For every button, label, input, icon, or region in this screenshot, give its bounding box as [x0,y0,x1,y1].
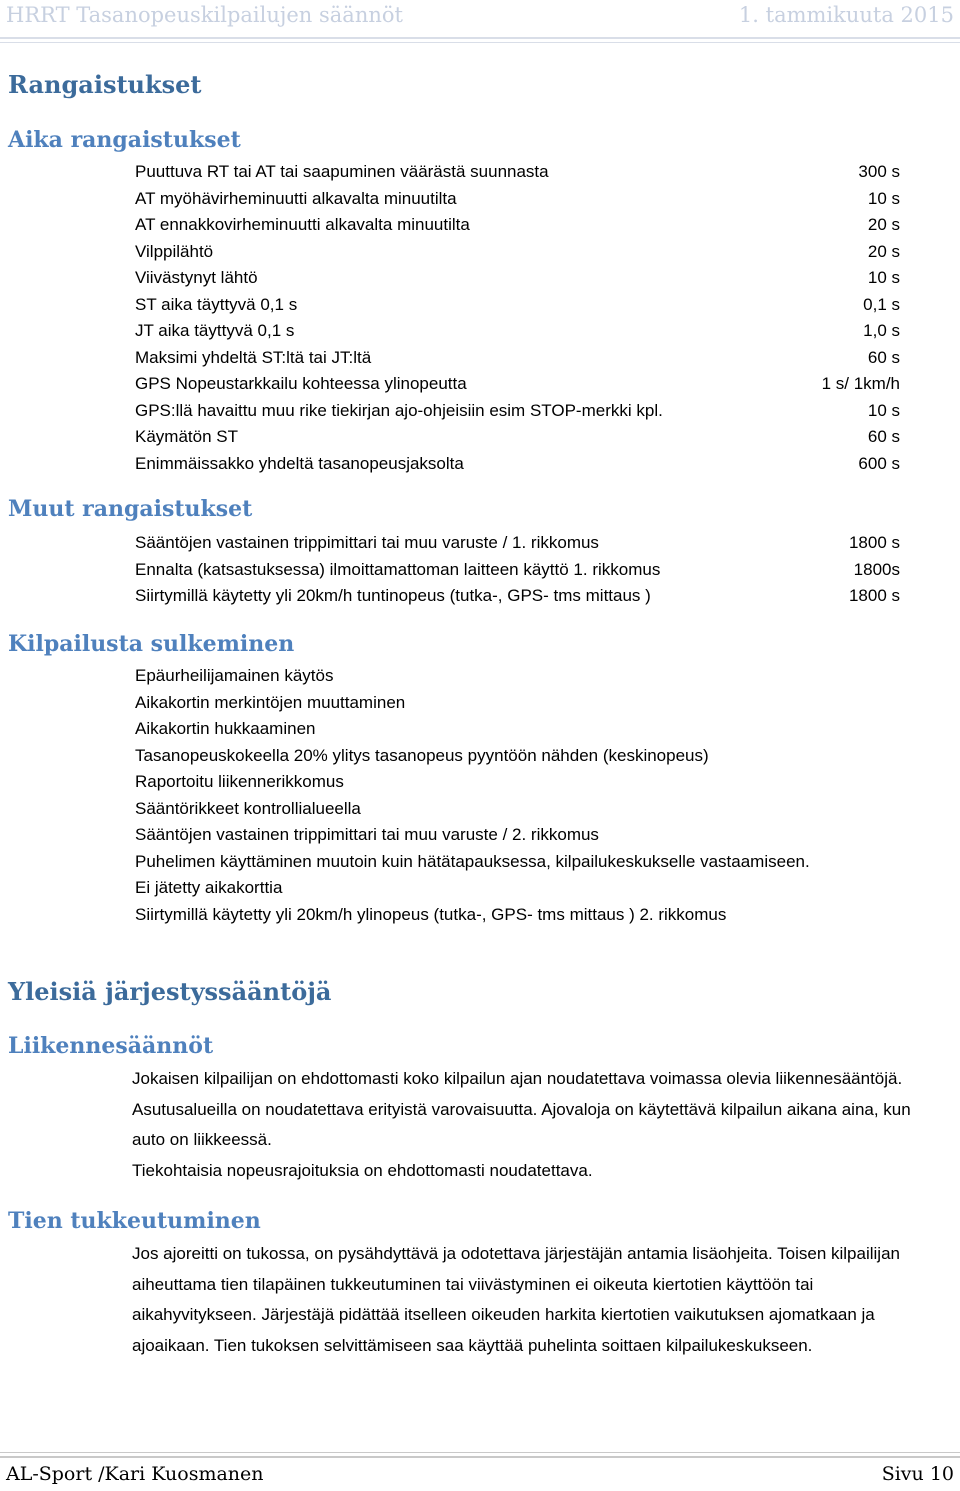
penalty-row [135,398,900,425]
list-item: Puhelimen käyttäminen muutoin kuin hätätapauksessa, kilpailukeskukselle vastaamiseen. [135,851,810,871]
list-item: Ei jätetty aikakorttia [135,878,283,897]
penalty-row [135,371,900,398]
penalty-row [135,583,900,610]
penalty-label: Maksimi yhdeltä ST:ltä tai JT:ltä [135,347,372,367]
paragraph: Tiekohtaisia nopeusrajoituksia on ehdottomasti noudatettava. [132,1160,593,1180]
list-item: Raportoitu liikennerikkomus [135,772,344,791]
paragraph: Jos ajoreitti on tukossa, on pysähdyttävä ja odotettava järjestäjän antamia lisäohjeita. Toisen kilpailijan aiheuttama tien tilapäinen tukkeutuminen tai viivästyminen ei oikeuta kiertotien käyttöön tai aikahyvitykseen. Järjestäjä pidättää itselleen oikeuden harkita kiertotien vaikutuksen ajomatkaan ja ajoaikaan. Tien tukoksen selvittämiseen saa käyttää puhelinta soittaen kilpailukeskukseen. [132,1244,900,1355]
exclusion-list [135,663,935,928]
penalty-label: AT myöhävirheminuutti alkavalta minuutilta [135,188,457,208]
penalty-value: 300 s [858,162,900,181]
penalty-label: Vilppilähtö [135,241,214,261]
penalty-row [135,239,900,266]
penalty-label: Ennalta (katsastuksessa) ilmoittamattoman laitteen käyttö 1. rikkomus [135,559,661,579]
list-item: Aikakortin hukkaaminen [135,719,316,738]
heading-kilpailusta-sulkeminen: Kilpailusta sulkeminen [8,631,295,657]
penalty-row [135,159,900,186]
penalty-row [135,318,900,345]
penalty-row [135,186,900,213]
heading-rangaistukset: Rangaistukset [8,70,202,99]
penalty-label: Siirtymillä käytetty yli 20km/h tuntinopeus (tutka-, GPS- tms mittaus ) [135,586,651,605]
penalty-row [135,265,900,292]
penalty-value: 20 s [867,241,900,261]
page-header [0,0,960,44]
document-title: HRRT Tasanopeuskilpailujen säännöt [6,3,403,27]
penalty-row [135,212,900,239]
traffic-rules-text [132,1064,912,1186]
penalty-row [135,451,900,478]
footer-author: AL-Sport /Kari Kuosmanen [6,1463,264,1485]
heading-muut-rangaistukset: Muut rangaistukset [8,496,253,522]
heading-yleisia-jarjestyssaantoja: Yleisiä järjestyssääntöjä [8,977,332,1006]
penalty-value: 1,0 s [863,321,900,340]
penalty-row [135,530,900,557]
penalty-value: 1800 s [848,533,900,552]
penalty-value: 1 s/ 1km/h [821,374,900,393]
list-item: Sääntörikkeet kontrollialueella [135,798,361,818]
penalty-row [135,345,900,372]
penalty-value: 1800 s [848,586,900,605]
header-divider [0,37,960,43]
penalty-label: Käymätön ST [135,427,238,446]
penalty-value: 0,1 s [863,294,900,314]
paragraph: Jokaisen kilpailijan on ehdottomasti koko kilpailun ajan noudatettava voimassa olevia liikennesääntöjä. Asutusalueilla on noudatettava erityistä varovaisuutta. Ajovaloja on käytettävä kilpailun aikana aina, kun auto on liikkeessä. [132,1069,911,1149]
heading-tien-tukkeutuminen: Tien tukkeutuminen [8,1208,261,1234]
penalty-label: ST aika täyttyvä 0,1 s [135,294,298,314]
penalty-value: 10 s [867,268,900,287]
penalty-row [135,424,900,451]
list-item: Sääntöjen vastainen trippimittari tai muu varuste / 2. rikkomus [135,825,599,844]
list-item: Siirtymillä käytetty yli 20km/h ylinopeus (tutka-, GPS- tms mittaus ) 2. rikkomus [135,904,727,924]
penalty-label: AT ennakkovirheminuutti alkavalta minuutilta [135,215,470,234]
heading-liikennesaannot: Liikennesäännöt [8,1033,214,1059]
penalty-label: JT aika täyttyvä 0,1 s [135,321,295,340]
penalty-value: 60 s [867,347,900,367]
penalty-label: Viivästynyt lähtö [135,268,258,287]
penalty-value: 1800s [853,559,900,579]
footer-divider [0,1452,960,1458]
penalty-value: 20 s [867,215,900,234]
penalty-label: GPS Nopeustarkkailu kohteessa ylinopeutta [135,374,467,393]
penalty-label: Enimmäissakko yhdeltä tasanopeusjaksolta [135,453,464,473]
page-number: Sivu 10 [881,1463,954,1485]
penalty-value: 10 s [867,400,900,420]
penalty-label: Sääntöjen vastainen trippimittari tai muu varuste / 1. rikkomus [135,533,599,552]
document-date: 1. tammikuuta 2015 [738,3,954,27]
penalty-label: Puuttuva RT tai AT tai saapuminen väärästä suunnasta [135,162,549,181]
time-penalties-list [135,159,900,477]
penalty-value: 10 s [867,188,900,208]
penalty-row [135,557,900,584]
list-item: Epäurheilijamainen käytös [135,666,334,685]
list-item: Tasanopeuskokeella 20% ylitys tasanopeus pyyntöön nähden (keskinopeus) [135,745,709,765]
penalty-value: 600 s [858,453,900,473]
penalty-row [135,292,900,319]
list-item: Aikakortin merkintöjen muuttaminen [135,692,406,712]
heading-aika-rangaistukset: Aika rangaistukset [8,127,241,153]
penalty-value: 60 s [867,427,900,446]
penalty-label: GPS:llä havaittu muu rike tiekirjan ajo-ohjeisiin esim STOP-merkki kpl. [135,400,663,420]
road-blockage-text [132,1239,912,1361]
other-penalties-list [135,530,900,610]
